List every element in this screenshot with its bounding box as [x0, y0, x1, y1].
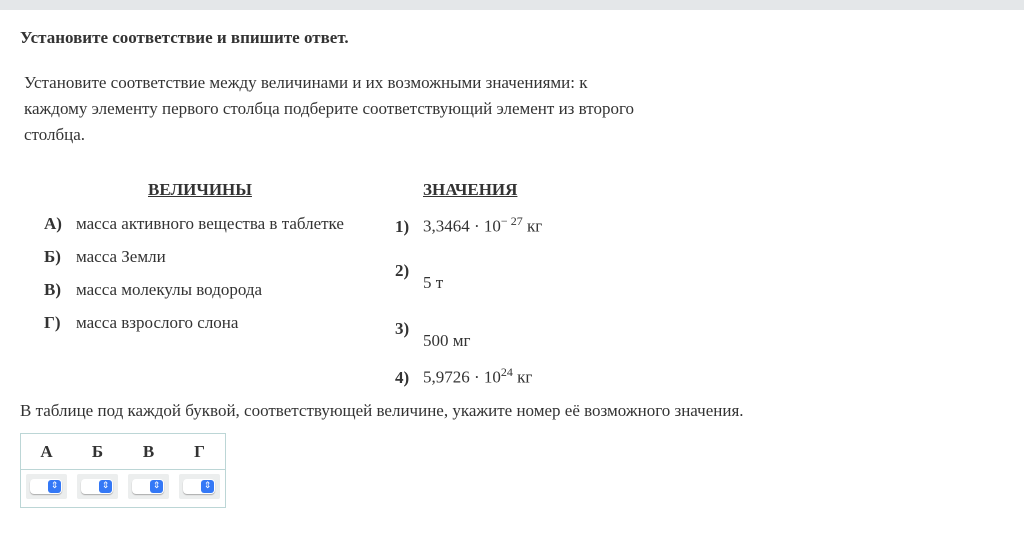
answer-select-a[interactable] [26, 474, 67, 499]
values-header: ЗНАЧЕНИЯ [423, 180, 518, 199]
column-header: Г [174, 434, 226, 470]
quantity-text: масса Земли [76, 247, 166, 266]
quantity-text: масса активного вещества в таблетке [76, 214, 344, 233]
top-bar [0, 0, 1024, 10]
chevron-updown-icon: ⇕ [201, 480, 214, 493]
number: 4) [395, 367, 410, 387]
letter: Г) [44, 313, 61, 332]
column-header: А [21, 434, 73, 470]
value-text: 5 т [423, 273, 444, 292]
quantities-header: ВЕЛИЧИНЫ [148, 180, 252, 199]
value-text: 500 мг [423, 331, 471, 350]
column-header: Б [72, 434, 123, 470]
value-base: 3,3464 · 10 [423, 216, 501, 236]
quantity-item [44, 313, 238, 333]
quantity-item [44, 247, 166, 267]
chevron-updown-icon: ⇕ [48, 480, 61, 493]
letter: А) [44, 214, 62, 233]
chevron-updown-icon: ⇕ [99, 480, 112, 493]
value-exp: 24 [500, 365, 513, 379]
number: 1) [395, 216, 410, 236]
instructions-note: В таблице под каждой буквой, соответствующей величине, укажите номер её возможного значения. [20, 401, 744, 420]
value-unit: кг [522, 216, 543, 236]
answer-select-v[interactable] [128, 474, 169, 499]
chevron-updown-icon: ⇕ [150, 480, 163, 493]
letter: В) [44, 280, 61, 299]
quantity-item [44, 280, 262, 300]
task-intro: Установите соответствие между величинами и их возможными значениями: к каждому элементу первого столбца подберите соответствующий элемент из второго столбца. [24, 73, 634, 144]
number: 2) [395, 261, 410, 280]
letter: Б) [44, 247, 61, 266]
quantity-text: масса молекулы водорода [76, 280, 263, 299]
answer-select-g[interactable] [179, 474, 220, 499]
column-header: В [123, 434, 174, 470]
number: 3) [395, 319, 410, 338]
value-base: 5,9726 · 10 [423, 367, 501, 387]
answer-table [20, 433, 226, 508]
task-title: Установите соответствие и впишите ответ. [20, 28, 349, 47]
quantity-text: масса взрослого слона [76, 313, 239, 332]
value-unit: кг [512, 367, 533, 387]
quantity-item [44, 214, 344, 234]
value-item [395, 214, 542, 237]
answer-select-b[interactable] [77, 474, 118, 499]
value-exp: − 27 [500, 214, 523, 228]
value-item [395, 365, 532, 388]
